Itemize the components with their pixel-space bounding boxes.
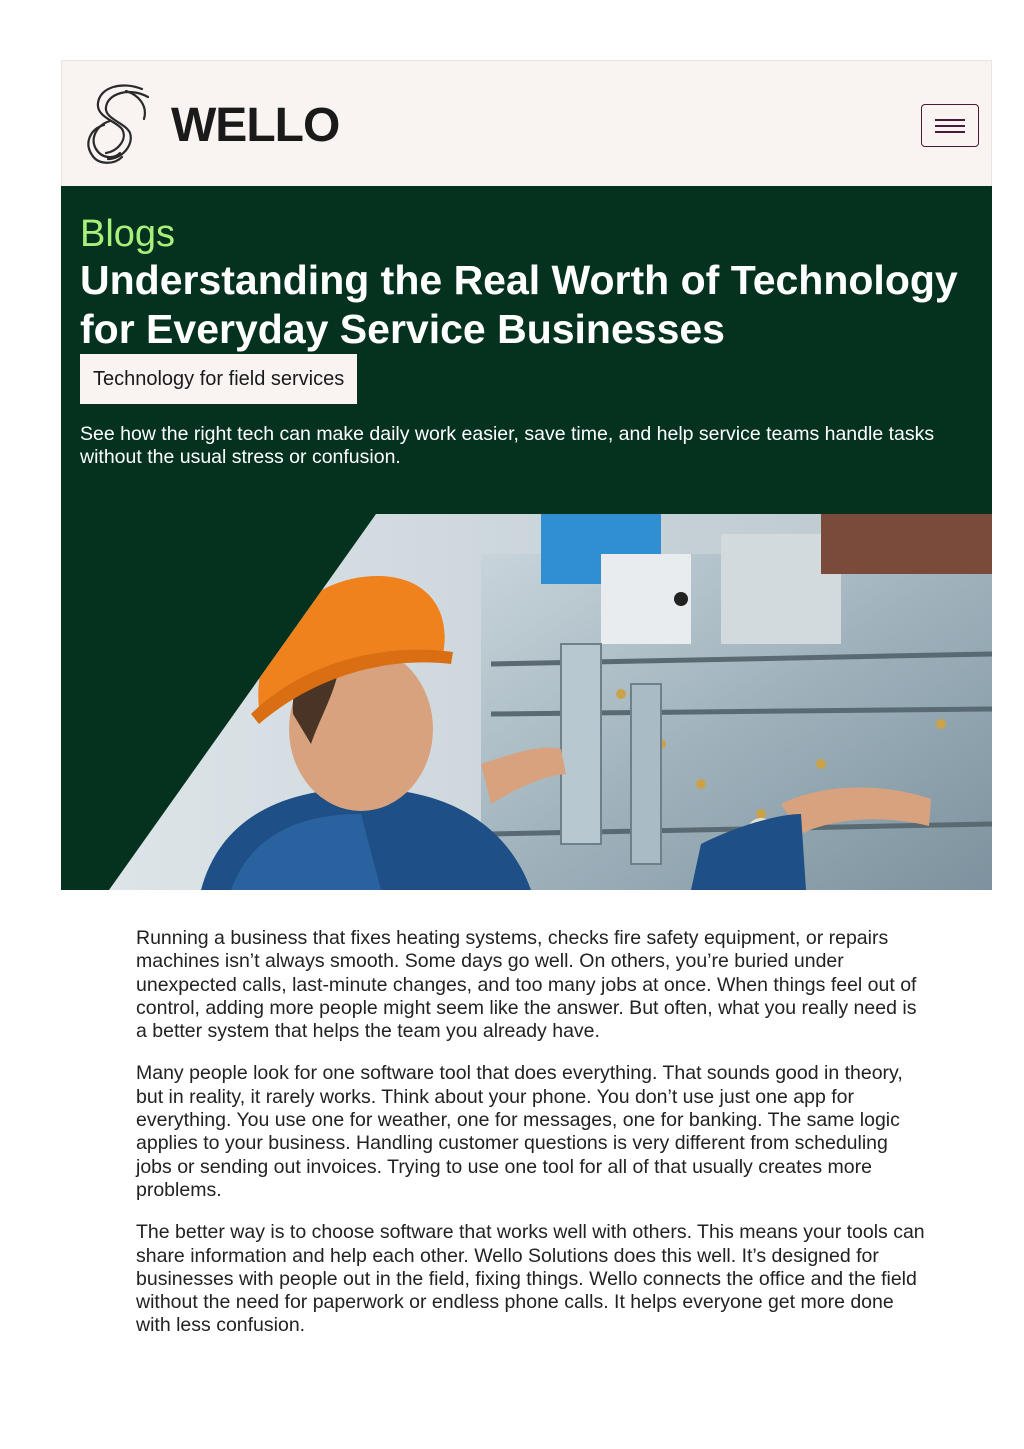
hero-section — [61, 186, 992, 514]
hero-image — [61, 514, 992, 890]
site-header — [61, 60, 992, 186]
section-kicker[interactable]: Blogs — [80, 213, 176, 255]
page-subtitle: See how the right tech can make daily work easier, save time, and help service teams handle tasks without the usual stress or confusion. — [80, 423, 935, 468]
article-paragraph: Running a business that fixes heating systems, checks fire safety equipment, or repairs machines isn’t always smooth. Some days go well. On others, you’re buried under unexpected calls, last-minute changes, and too many jobs at once. When things feel out of control, adding more people might seem like the answer. But often, what you really need is a better system that helps the team you already have. — [136, 927, 917, 1043]
page-frame — [61, 60, 992, 890]
hero-image-container — [61, 514, 992, 890]
article-paragraph: Many people look for one software tool that does everything. That sounds good in theory, but in reality, it rarely works. Think about your phone. You don’t use just one app for everything. You use one for weather, one for messages, one for banking. The same logic applies to your business. Handling customer questions is very different from scheduling jobs or sending out invoices. Trying to use one tool for all of that usually creates more problems. — [136, 1062, 903, 1201]
menu-button[interactable] — [921, 104, 979, 147]
article-paragraph: The better way is to choose software that works well with others. This means your tools can share information and help each other. Wello Solutions does this well. It’s designed for businesses with people out in the field, fixing things. Wello connects the office and the field without the need for paperwork or endless phone calls. It helps everyone get more done with less confusion. — [136, 1221, 925, 1337]
page-title: Understanding the Real Worth of Technology for Everyday Service Businesses — [80, 257, 958, 352]
category-tag[interactable]: Technology for field services — [80, 354, 357, 404]
hamburger-icon-bar — [935, 131, 965, 133]
article-body — [136, 927, 926, 1357]
wello-wordmark[interactable]: WELLO — [171, 99, 340, 152]
wello-logo-icon[interactable] — [82, 81, 154, 169]
hamburger-icon-bar — [935, 125, 965, 127]
hamburger-icon — [935, 119, 965, 121]
